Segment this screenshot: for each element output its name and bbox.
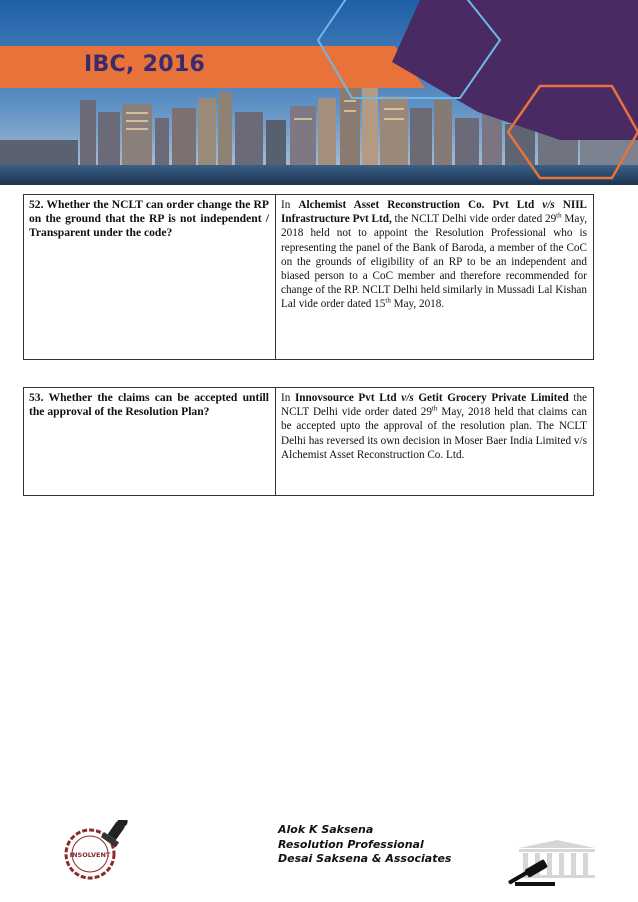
court-gavel-icon — [505, 838, 595, 888]
question-cell: 52. Whether the NCLT can order change the RP on the ground that the RP is not independent / Transparent under the code? — [24, 195, 276, 360]
footer-name: Alok K Saksena — [278, 823, 374, 836]
header-banner — [0, 0, 638, 185]
answer-text: May, 2018 held not to appoint the Resolution Professional who is representing the panel of the Bank of Baroda, a member of the CoC on the grounds of eligibility of an RP to be an independent and biased person to a CoC member and therefore recommended for change of the RP. NCLT Delhi held similarly in Mussadi Lal Kishan Lal vide order dated 15 — [281, 213, 588, 311]
table-row — [24, 195, 594, 360]
answer-cell — [276, 195, 594, 360]
versus-label: v/s — [542, 199, 555, 211]
answer-text: the NCLT Delhi vide order dated 29 — [281, 392, 587, 419]
insolvent-stamp-icon — [62, 820, 134, 882]
skyline-illustration — [0, 0, 638, 185]
footer-signature — [278, 823, 451, 867]
question-cell: 53. Whether the claims can be accepted untill the approval of the Resolution Plan? — [24, 388, 276, 496]
answer-text: May, 2018. — [390, 298, 445, 311]
case-name: NIIL Infrastructure Pvt Ltd, — [281, 199, 588, 226]
case-name: Innovsource Pvt Ltd — [294, 392, 397, 404]
answer-text: the NCLT Delhi vide order dated 29 — [391, 213, 557, 226]
qa-table-52 — [23, 194, 594, 360]
ordinal-suffix: th — [385, 296, 391, 305]
case-name: Getit Grocery Private Limited — [418, 392, 569, 404]
qa-table-53 — [23, 387, 594, 496]
header-title: IBC, 2016 — [84, 52, 206, 77]
answer-text: In — [281, 199, 299, 211]
answer-text: May, 2018 held that claims can be accepted upto the approval of the resolution plan. The NCLT Delhi has reversed its own decision in Moser Baer India Limited v/s Alchemist Asset Reconstruction Co. Ltd. — [281, 406, 587, 461]
answer-cell — [276, 388, 594, 496]
case-name: Alchemist Asset Reconstruction Co. Pvt Ltd — [298, 199, 535, 211]
footer-firm: Desai Saksena & Associates — [278, 852, 452, 865]
answer-text: In — [281, 392, 295, 404]
footer-role: Resolution Professional — [278, 837, 424, 851]
ordinal-suffix: th — [431, 404, 438, 413]
stamp-text: INSOLVENT — [69, 851, 111, 859]
versus-label: v/s — [401, 392, 414, 404]
ordinal-suffix: th — [556, 211, 562, 220]
table-row — [24, 388, 594, 496]
